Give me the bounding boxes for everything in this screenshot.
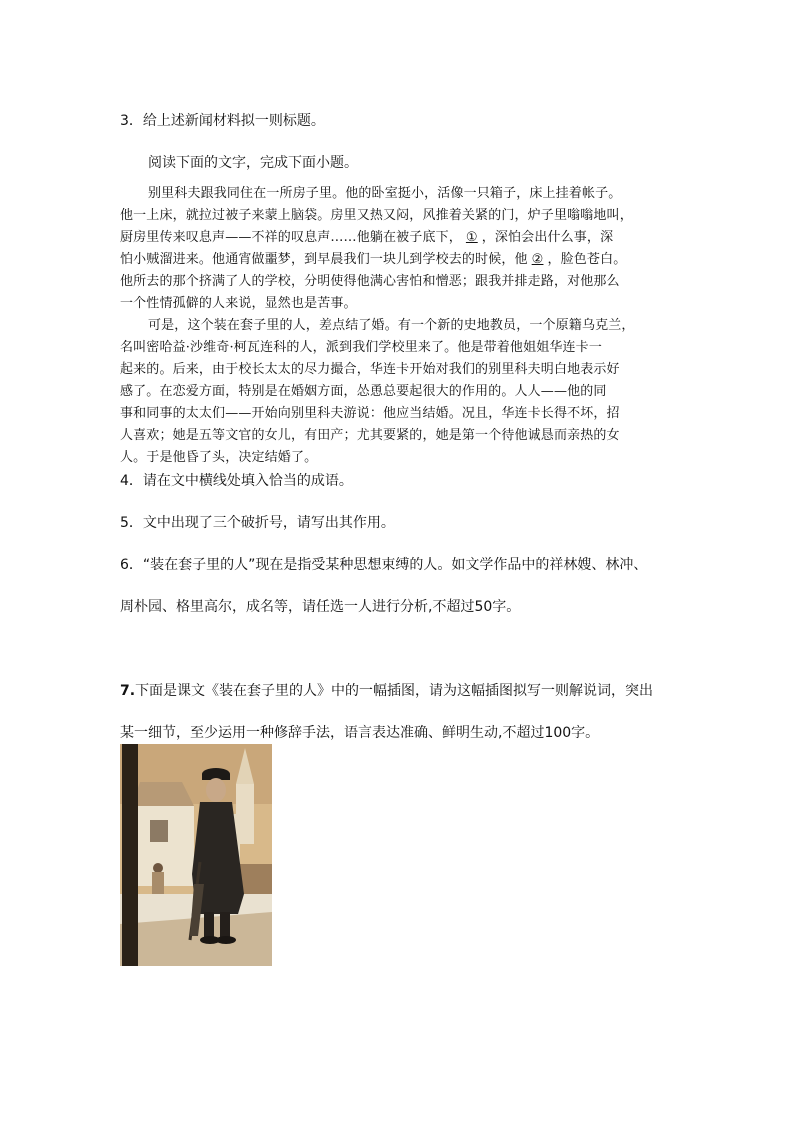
question-6-cont: 周朴园、格里高尔，成名等，请任选一人进行分析,不超过50字。 [120, 599, 521, 615]
passage-line: 可是，这个装在套子里的人，差点结了婚。有一个新的史地教员，一个原籍乌克兰， [148, 318, 635, 333]
belikov-illustration [120, 744, 272, 966]
passage-line: 一个性情孤僻的人来说，显然也是苦事。 [120, 296, 357, 311]
passage-line [120, 248, 626, 267]
passage-line: 他一上床，就拉过被子来蒙上脑袋。房里又热又闷，风推着关紧的门，炉子里嗡嗡地叫， [120, 208, 633, 223]
passage-text: 怕小贼溜进来。他通宵做噩梦，到早晨我们一块儿到学校去的时候，他 [120, 252, 528, 267]
question-7 [120, 680, 653, 700]
blank-1: ① [465, 230, 478, 245]
passage-line: 起来的。后来，由于校长太太的尽力撮合，华连卡开始对我们的别里科夫明白地表示好 [120, 362, 620, 377]
passage-line: 别里科夫跟我同住在一所房子里。他的卧室挺小，活像一只箱子，床上挂着帐子。 [148, 186, 622, 201]
passage-line: 人喜欢；她是五等文官的女儿，有田产；尤其要紧的，她是第一个待他诚恳而亲热的女 [120, 428, 620, 443]
passage-text: 厨房里传来叹息声——不祥的叹息声……他躺在被子底下， [120, 230, 462, 245]
reading-intro: 阅读下面的文字，完成下面小题。 [148, 155, 358, 171]
passage-line: 名叫密哈益·沙维奇·柯瓦连科的人，派到我们学校里来了。他是带着他姐姐华连卡一 [120, 340, 602, 355]
illustration-image [120, 744, 272, 966]
passage-line: 人。于是他昏了头，决定结婚了。 [120, 450, 318, 465]
passage-line [120, 226, 613, 245]
question-4: 4．请在文中横线处填入恰当的成语。 [120, 473, 353, 489]
passage-text: ，脸色苍白。 [547, 252, 627, 267]
question-7-number: 7. [120, 683, 136, 699]
passage-text: ，深怕会出什么事，深 [481, 230, 614, 245]
question-3: 3．给上述新闻材料拟一则标题。 [120, 113, 325, 129]
question-5: 5．文中出现了三个破折号，请写出其作用。 [120, 515, 395, 531]
passage-line: 事和同事的太太们——开始向别里科夫游说：他应当结婚。况且，华连卡长得不坏，招 [120, 406, 620, 421]
question-7-text: 下面是课文《装在套子里的人》中的一幅插图，请为这幅插图拟写一则解说词，突出 [135, 683, 654, 699]
passage-line: 感了。在恋爱方面，特别是在婚姻方面，怂恿总要起很大的作用的。人人——他的同 [120, 384, 607, 399]
question-6: 6．“装在套子里的人”现在是指受某种思想束缚的人。如文学作品中的祥林嫂、林冲、 [120, 557, 648, 573]
question-7-cont: 某一细节，至少运用一种修辞手法，语言表达准确、鲜明生动,不超过100字。 [120, 725, 600, 741]
passage-line: 他所去的那个挤满了人的学校，分明使得他满心害怕和憎恶；跟我并排走路，对他那么 [120, 274, 620, 289]
blank-2: ② [531, 252, 544, 267]
